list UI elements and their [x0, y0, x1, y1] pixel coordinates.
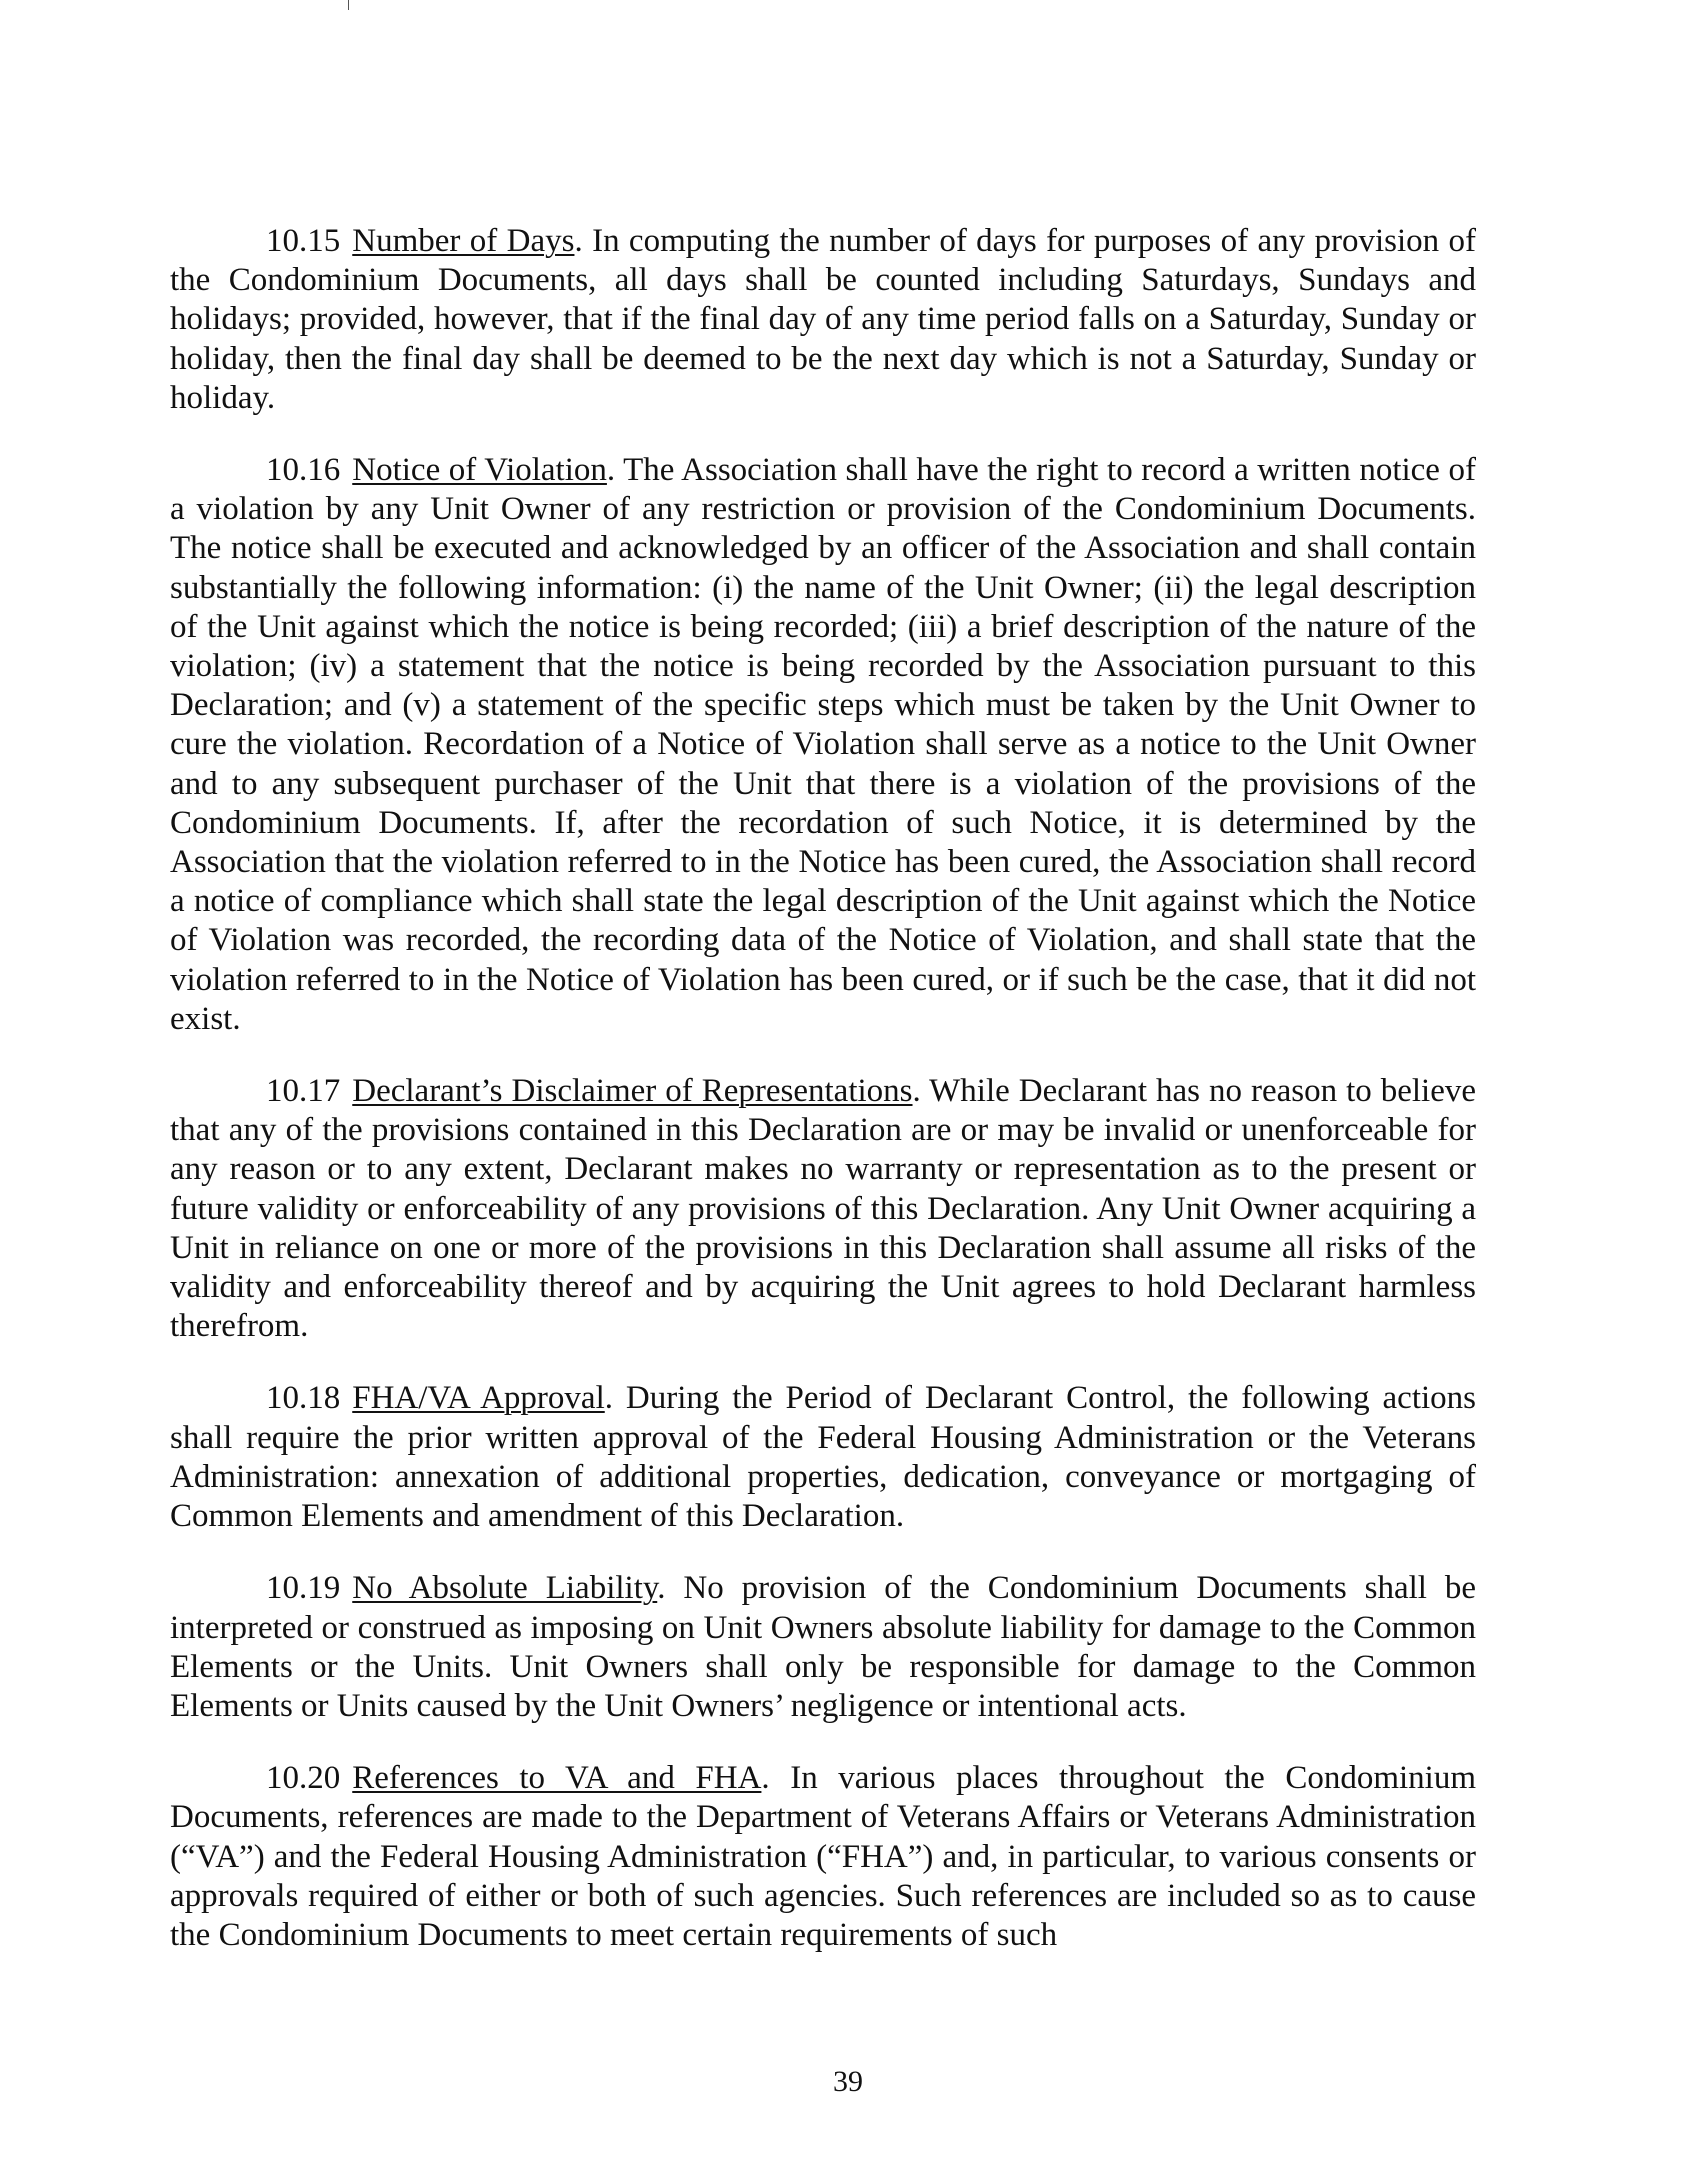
section-number: 10.15 [266, 223, 341, 259]
section-text: . While Declarant has no reason to believe that any of the provisions contained in this Declaration are or may be invalid or unenforceable for any reason or to any extent, Declarant makes no warranty or representation as to the present or future validity or enforceability of any provisions of this Declaration. Any Unit Owner acquiring a Unit in reliance on one or more of the provisions in this Declaration shall assume all risks of the validity and enforceability thereof and by acquiring the Unit agrees to hold Declarant harmless therefrom. [170, 1073, 1476, 1345]
section-text: . The Association shall have the right to record a written notice of a violation by any Unit Owner of any restriction or provision of the Condominium Documents. The notice shall be executed and acknowledged by an officer of the Association and shall contain substantially the following information: (i) the name of the Unit Owner; (ii) the legal description of the Unit against which the notice is being recorded; (iii) a brief description of the nature of the violation; (iv) a statement that the notice is being recorded by the Association pursuant to this Declaration; and (v) a statement of the specific steps which must be taken by the Unit Owner to cure the violation. Recordation of a Notice of Violation shall serve as a notice to the Unit Owner and to any subsequent purchaser of the Unit that there is a violation of the provisions of the Condominium Documents. If, after the recordation of such Notice, it is determined by the Association that the violation referred to in the Notice has been cured, the Association shall record a notice of compliance which shall state the legal description of the Unit against which the Notice of Violation was recorded, the recording data of the Notice of Violation, and shall state that the violation referred to in the Notice of Violation has been cured, or if such be the case, that it did not exist. [170, 452, 1476, 1037]
section-number: 10.19 [266, 1570, 341, 1607]
section-text: . In computing the number of days for purposes of any provision of the Condominium Documents, all days shall be counted including Saturdays, Sundays and holidays; provided, however, that if the final day of any time period falls on a Saturday, Sunday or holiday, then the final day shall be deemed to be the next day which is not a Saturday, Sunday or holiday. [170, 223, 1476, 416]
section-10-17 [170, 1072, 1476, 1346]
section-text: . During the Period of Declarant Control, the following actions shall require the prior written approval of the Federal Housing Administration or the Veterans Administration: annexation of additional properties, dedication, conveyance or mortgaging of Common Elements and amendment of this Declaration. [170, 1380, 1476, 1535]
page-number: 39 [833, 2065, 863, 2098]
section-title: FHA/VA Approval [352, 1380, 605, 1417]
section-text: . In various places throughout the Condominium Documents, references are made to the Department of Veterans Affairs or Veterans Administration (“VA”) and the Federal Housing Administration (“FHA”) and, in particular, to various consents or approvals required of either or both of such agencies. Such references are included so as to cause the Condominium Documents to meet certain requirements of such [170, 1760, 1476, 1953]
section-title: Declarant’s Disclaimer of Representations [352, 1073, 913, 1110]
section-title: Number of Days [352, 223, 575, 259]
section-number: 10.16 [266, 452, 341, 489]
section-10-15 [170, 222, 1476, 418]
section-10-19 [170, 1569, 1476, 1726]
section-10-20 [170, 1759, 1476, 1955]
scan-artifact-mark [348, 0, 349, 10]
document-body [170, 222, 1476, 1988]
section-title: Notice of Violation [352, 452, 607, 489]
section-10-16 [170, 451, 1476, 1039]
section-title: No Absolute Liability [352, 1570, 658, 1607]
section-number: 10.20 [266, 1760, 341, 1797]
section-number: 10.17 [266, 1073, 341, 1110]
section-title: References to VA and FHA [352, 1760, 762, 1797]
section-number: 10.18 [266, 1380, 341, 1417]
section-10-18 [170, 1379, 1476, 1536]
section-text: . No provision of the Condominium Documents shall be interpreted or construed as imposing on Unit Owners absolute liability for damage to the Common Elements or the Units. Unit Owners shall only be responsible for damage to the Common Elements or Units caused by the Unit Owners’ negligence or intentional acts. [170, 1570, 1476, 1724]
